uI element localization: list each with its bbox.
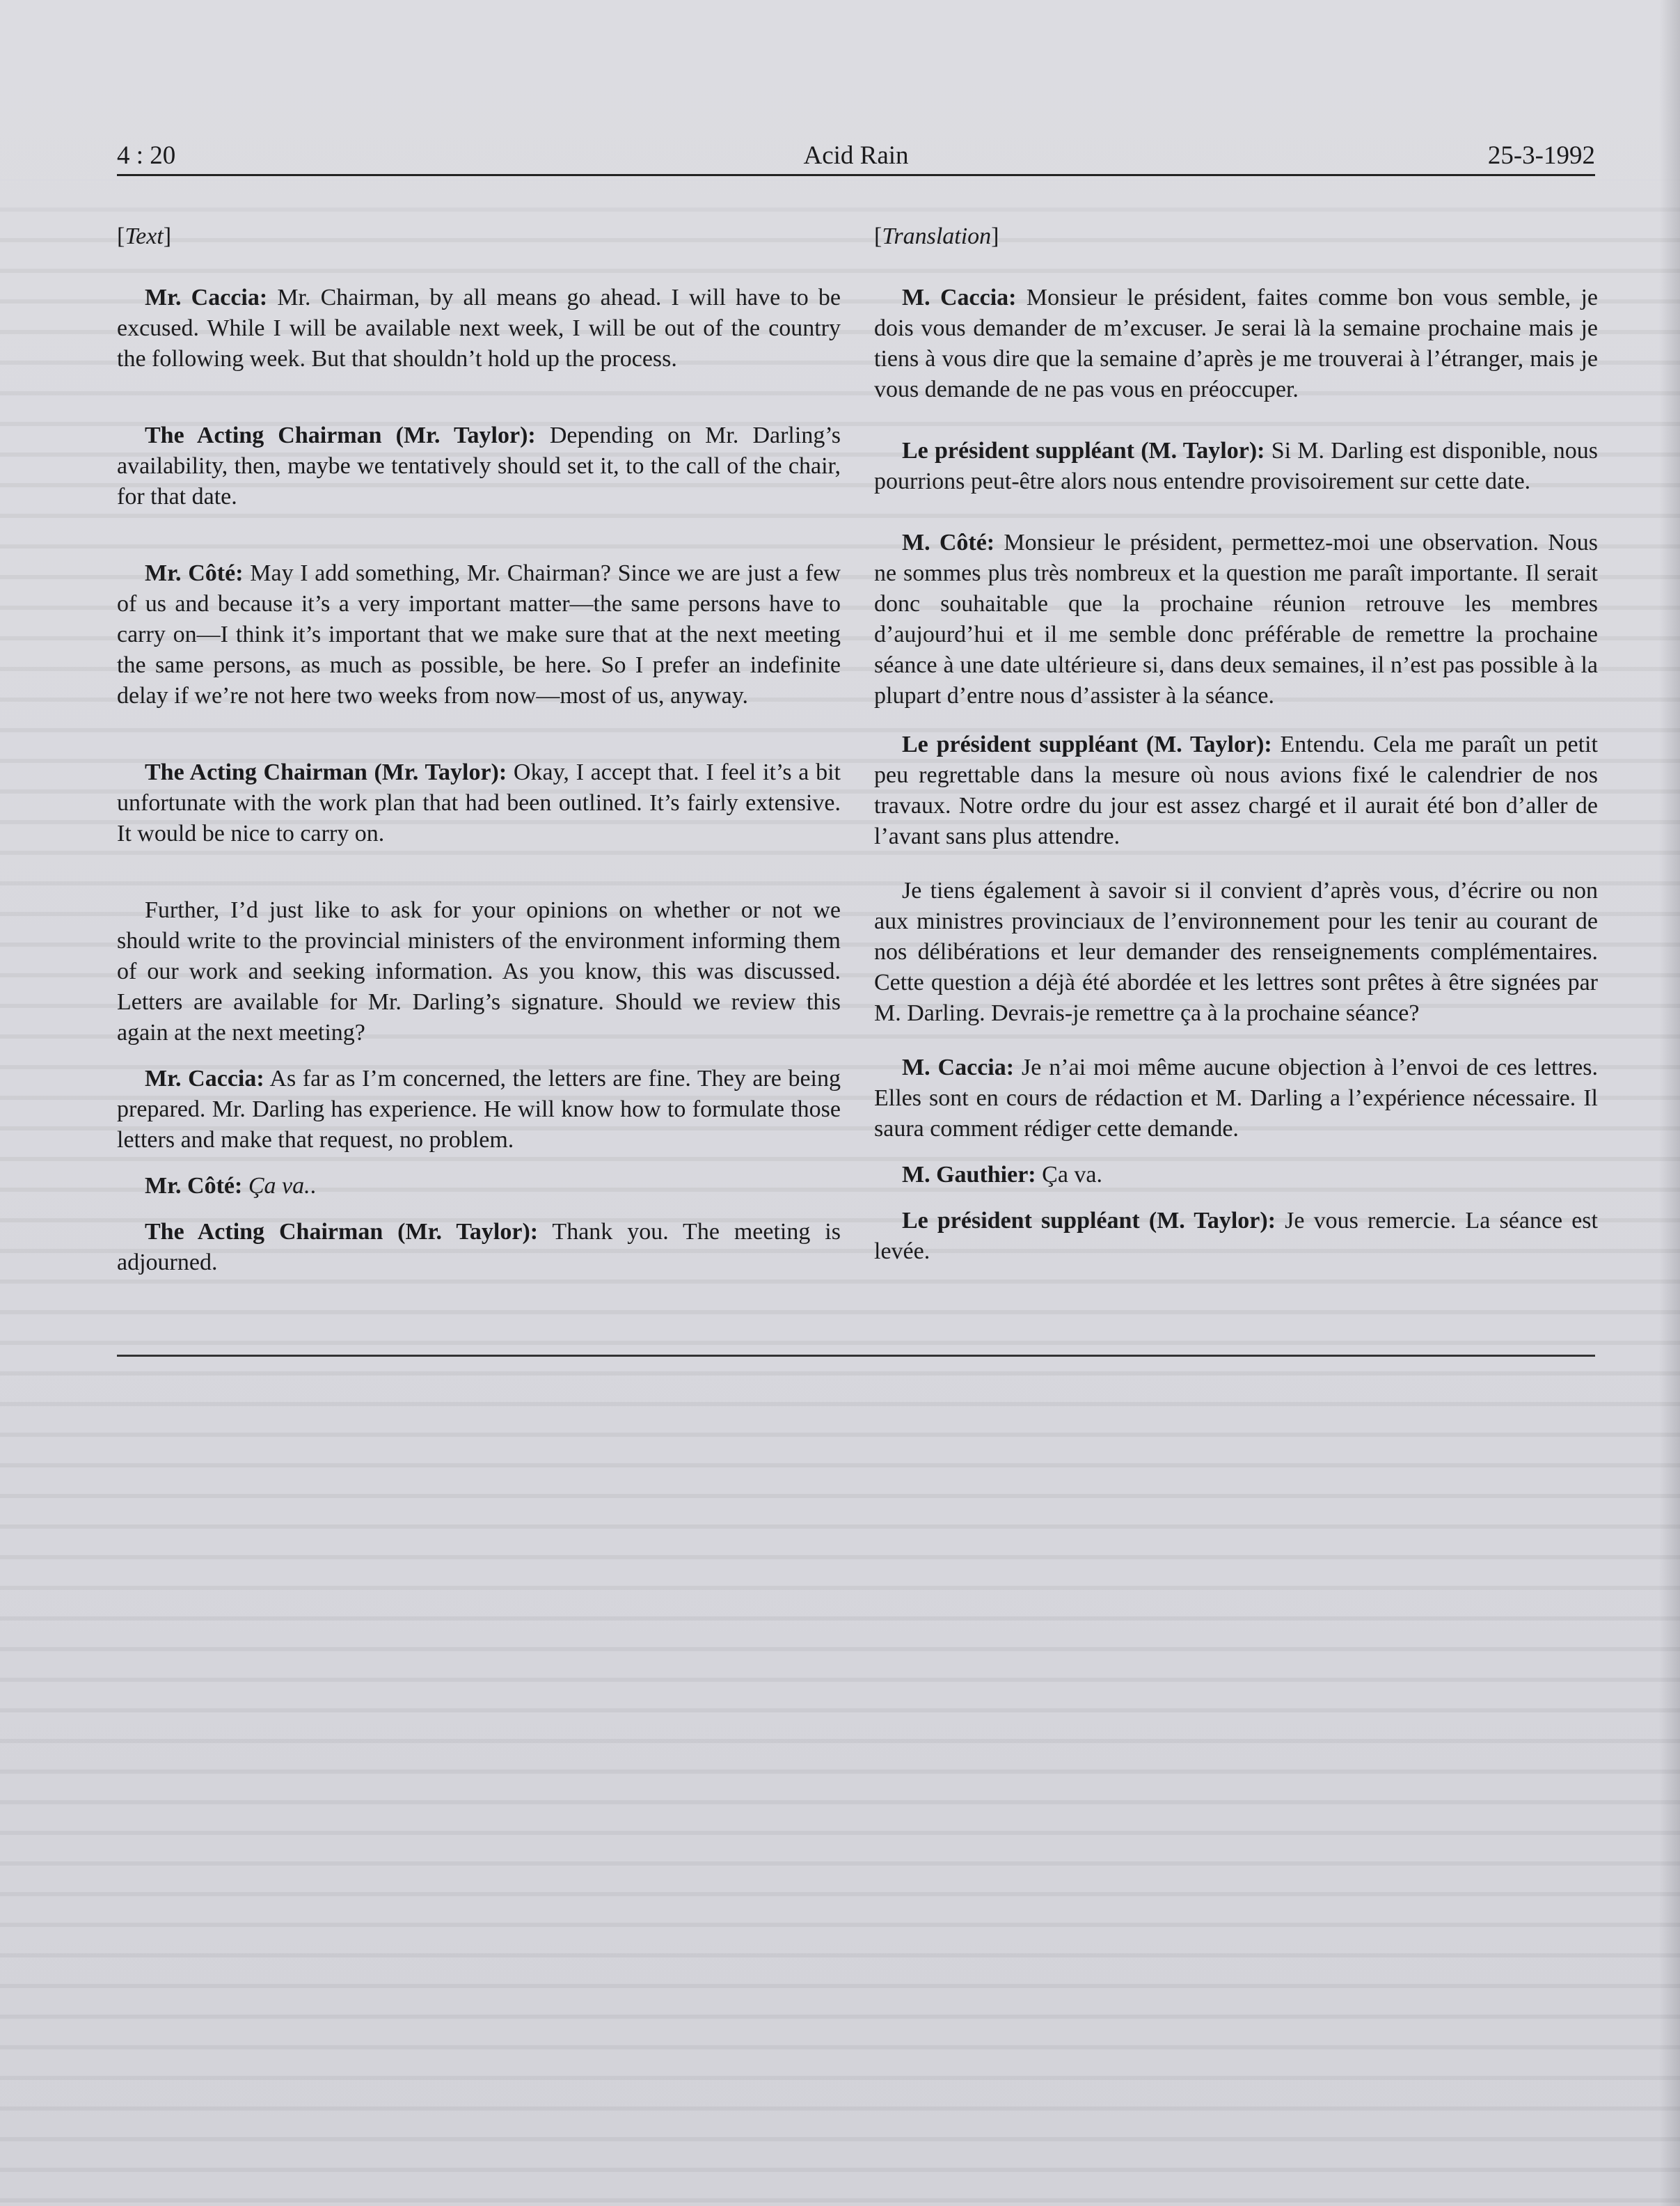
speaker-name: Le président suppléant (M. Taylor): — [902, 1208, 1276, 1234]
french-column — [874, 221, 1598, 1267]
speaker-name: Le président suppléant (M. Taylor): — [902, 732, 1272, 757]
transcript-paragraph — [874, 876, 1598, 1029]
speaker-name: The Acting Chairman (Mr. Taylor): — [145, 759, 507, 785]
end-of-text-rule — [117, 1355, 1595, 1357]
paragraph-text: Je vous remercie. La séance est levée. — [874, 1208, 1598, 1264]
speaker-name: M. Gauthier: — [902, 1162, 1036, 1188]
speaker-name: The Acting Chairman (Mr. Taylor): — [145, 423, 536, 448]
paragraph-text-italic: Ça va. — [242, 1173, 310, 1199]
transcript-paragraph — [874, 730, 1598, 852]
running-header — [117, 136, 1595, 175]
column-label-text: [Text] — [117, 223, 172, 249]
transcript-paragraph — [117, 1064, 841, 1156]
speaker-name: M. Côté: — [902, 530, 995, 556]
paragraph-text: Je tiens également à savoir si il convient d’après vous, d’écrire ou non aux ministres provinciaux de l’environnement pour les tenir au courant de nos délibérations et leur demander des renseignements complémentaires. Cette question a déjà été abordée et les lettres sont prêtes à être signées par M. Darling. Devrais-je remettre ça à la prochaine séance? — [874, 878, 1598, 1026]
page-edge-shadow — [1659, 0, 1680, 2206]
transcript-paragraph — [874, 283, 1598, 405]
transcript-paragraph — [874, 1160, 1598, 1190]
header-rule — [117, 174, 1595, 176]
speaker-name: Mr. Caccia: — [145, 285, 268, 310]
page-number: 4 : 20 — [117, 141, 176, 170]
paragraph-text: Okay, I accept that. I feel it’s a bit unfortunate with the work plan that had been outlined. It’s fairly extensive. It would be nice to carry on. — [117, 759, 841, 846]
transcript-paragraph — [117, 558, 841, 711]
transcript-paragraph — [874, 1053, 1598, 1144]
paragraph-text: Depending on Mr. Darling’s availability, then, maybe we tentatively should set it, to the call of the chair, for that date. — [117, 423, 841, 510]
transcript-paragraph — [117, 283, 841, 375]
speaker-name: Mr. Caccia: — [145, 1066, 264, 1092]
column-label-translation: [Translation] — [874, 223, 999, 249]
paragraph-text: Si M. Darling est disponible, nous pourrions peut-être alors nous entendre provisoirement sur cette date. — [874, 438, 1598, 494]
paragraph-text: . — [310, 1173, 317, 1199]
document-date: 25-3-1992 — [1487, 141, 1595, 170]
transcript-paragraph — [117, 1171, 841, 1202]
speaker-name: Mr. Côté: — [145, 560, 244, 586]
transcript-paragraph — [117, 895, 841, 1048]
document-title: Acid Rain — [803, 141, 909, 170]
paragraph-text: As far as I’m concerned, the letters are fine. They are being prepared. Mr. Darling has experience. He will know how to formulate those letters and make that request, no problem. — [117, 1066, 841, 1153]
paragraph-text: Further, I’d just like to ask for your opinions on whether or not we should write to the provincial ministers of the environment informing them of our work and seeking information. As you know, this was discussed. Letters are available for Mr. Darling’s signature. Should we review this again at the next meeting? — [117, 897, 841, 1046]
transcript-paragraph — [117, 1217, 841, 1278]
paragraph-text: Thank you. The meeting is adjourned. — [117, 1219, 841, 1275]
paragraph-text: Monsieur le président, permettez-moi une observation. Nous ne sommes plus très nombreux et la question me paraît importante. Il serait donc souhaitable que la prochaine réunion retrouve les membres d’aujourd’hui et il me semble donc préférable de remettre la prochaine séance à une date ultérieure si, dans deux semaines, il n’est pas possible à la plupart d’entre nous d’assister à la séance. — [874, 530, 1598, 709]
speaker-name: M. Caccia: — [902, 1055, 1015, 1080]
paragraph-text: May I add something, Mr. Chairman? Since we are just a few of us and because it’s a very important matter—the same persons have to carry on—I think it’s important that we make sure that at the next meeting the same persons, as much as possible, be here. So I prefer an indefinite delay if we’re not here two weeks from now—most of us, anyway. — [117, 560, 841, 709]
paragraph-text: Entendu. Cela me paraît un petit peu regrettable dans la mesure où nous avions fixé le calendrier de nos travaux. Notre ordre du jour est assez chargé et il aurait été bon d’aller de l’avant sans plus attendre. — [874, 732, 1598, 849]
paragraph-text: Je n’ai moi même aucune objection à l’envoi de ces lettres. Elles sont en cours de rédaction et M. Darling a l’expérience nécessaire. Il saura comment rédiger cette demande. — [874, 1055, 1598, 1142]
paragraph-text: Ça va. — [1036, 1162, 1102, 1188]
transcript-paragraph — [117, 420, 841, 512]
paragraph-text: Mr. Chairman, by all means go ahead. I will have to be excused. While I will be available next week, I will be out of the country the following week. But that shouldn’t hold up the process. — [117, 285, 841, 372]
speaker-name: M. Caccia: — [902, 285, 1017, 310]
transcript-paragraph — [874, 1206, 1598, 1267]
transcript-paragraph — [874, 528, 1598, 711]
english-column — [117, 221, 841, 1278]
speaker-name: Mr. Côté: — [145, 1173, 243, 1199]
transcript-paragraph — [117, 757, 841, 849]
transcript-paragraph — [874, 436, 1598, 497]
paragraph-text: Monsieur le président, faites comme bon vous semble, je dois vous demander de m’excuser. Je serai là la semaine prochaine mais je tiens à vous dire que la semaine d’après je me trouverai à l’étranger, mais je vous demande de ne pas vous en préoccuper. — [874, 285, 1598, 402]
speaker-name: The Acting Chairman (Mr. Taylor): — [145, 1219, 539, 1245]
speaker-name: Le président suppléant (M. Taylor): — [902, 438, 1265, 464]
